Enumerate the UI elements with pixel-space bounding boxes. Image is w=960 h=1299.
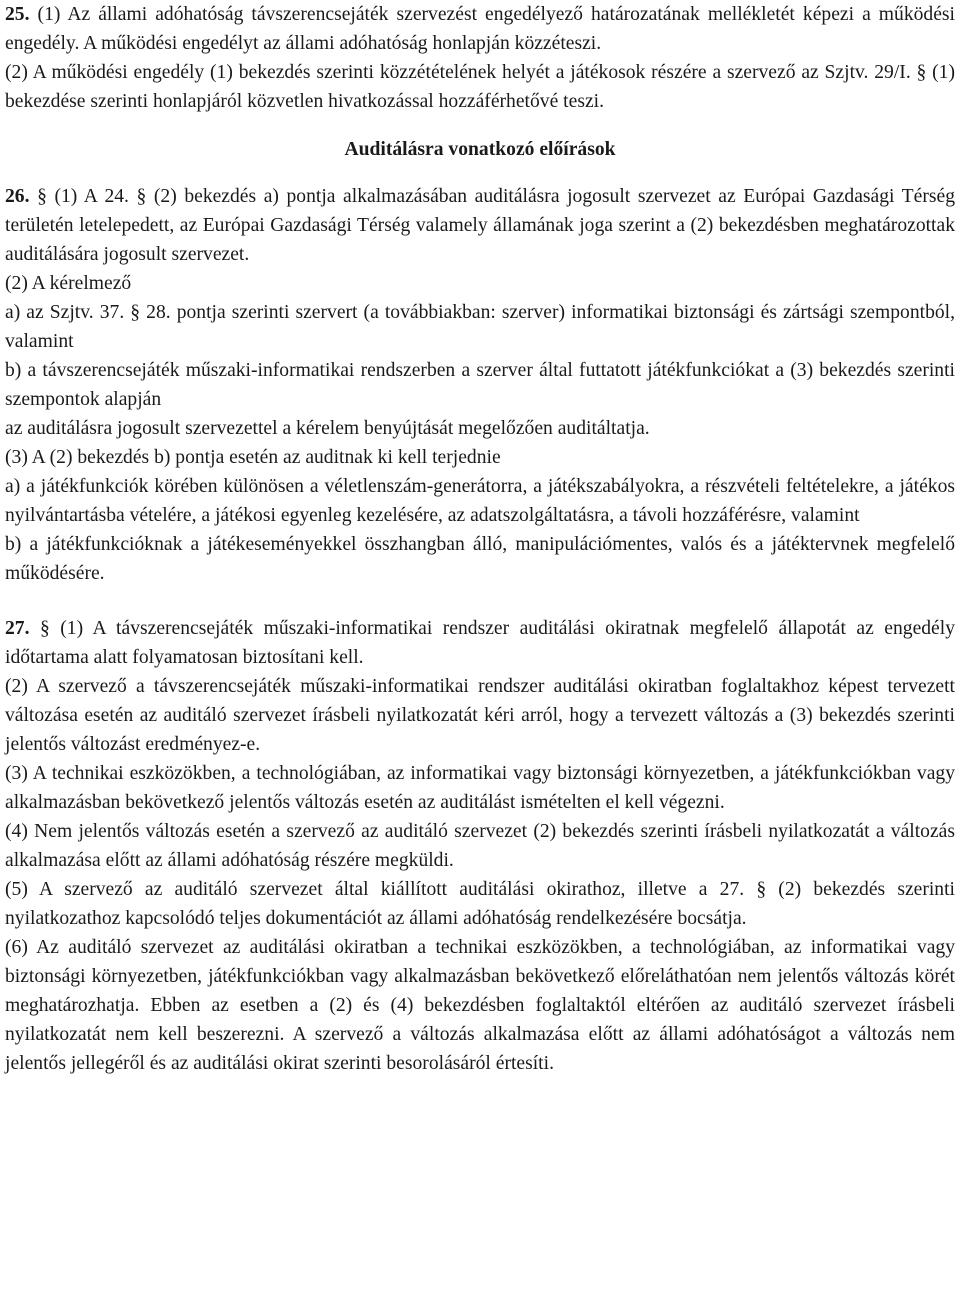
- section-27-paragraph-5: (5) A szervező az auditáló szervezet által kiállított auditálási okirathoz, illetve a 27. § (2) bekezdés szerinti nyilatkozathoz kapcsolódó teljes dokumentációt az állami adóhatóság rendelkezésére bocsátja.: [5, 879, 955, 929]
- section-27-paragraph-4: (4) Nem jelentős változás esetén a szervező az auditáló szervezet (2) bekezdés szerinti írásbeli nyilatkozatát a változás alkalmazása előtt az állami adóhatóság részére megküldi.: [5, 821, 955, 871]
- section-25: [5, 0, 955, 116]
- document-page: [5, 0, 955, 1078]
- section-26-text-1: § (1) A 24. § (2) bekezdés a) pontja alkalmazásában auditálásra jogosult szervezet az Európai Gazdasági Térség területén letelepedett, az Európai Gazdasági Térség valamely államának joga szerint a (2) bekezdésben meghatározottak auditálására jogosult szervezet.: [5, 186, 955, 265]
- section-27-paragraph-2: (2) A szervező a távszerencsejáték műszaki-informatikai rendszer auditálási okiratban foglaltakhoz képest tervezett változása esetén az auditáló szervezet írásbeli nyilatkozatát kéri arról, hogy a tervezett változás a (3) bekezdés szerinti jelentős változást eredményez-e.: [5, 676, 955, 755]
- section-25-paragraph-1: [5, 0, 955, 58]
- section-27-text-1: § (1) A távszerencsejáték műszaki-informatikai rendszer auditálási okiratnak megfelelő állapotát az engedély időtartama alatt folyamatosan biztosítani kell.: [5, 618, 955, 668]
- section-26-paragraph-8: b) a játékfunkcióknak a játékeseményekkel összhangban álló, manipulációmentes, valós és a játéktervnek megfelelő működésére.: [5, 534, 955, 584]
- section-26: [5, 182, 955, 588]
- section-27-paragraph-6: (6) Az auditáló szervezet az auditálási okiratban a technikai eszközökben, a technológiában, az informatikai vagy biztonsági környezetben, játékfunkciókban vagy alkalmazásban bekövetkező előreláthatóan nem jelentős változás körét meghatározhatja. Ebben az esetben a (2) és (4) bekezdésben foglaltaktól eltérően az auditáló szervezet írásbeli nyilatkozatát nem kell beszerezni. A szervező a változás alkalmazása előtt az állami adóhatóságot a változás nem jelentős jellegéről és az auditálási okirat szerinti besorolásáról értesíti.: [5, 937, 955, 1074]
- section-26-paragraph-4: b) a távszerencsejáték műszaki-informatikai rendszerben a szerver által futtatott játékfunkciókat a (3) bekezdés szerinti szempontok alapján: [5, 360, 955, 410]
- section-27: [5, 614, 955, 1078]
- section-26-paragraph-1: [5, 182, 955, 269]
- section-number: 25.: [5, 4, 30, 25]
- section-26-paragraph-3: a) az Szjtv. 37. § 28. pontja szerinti szervert (a továbbiakban: szerver) informatikai biztonsági és zártsági szempontból, valamint: [5, 302, 955, 352]
- section-27-paragraph-3: (3) A technikai eszközökben, a technológiában, az informatikai vagy biztonsági környezetben, a játékfunkciókban vagy alkalmazásban bekövetkező jelentős változás esetén az auditálást ismételten el kell végezni.: [5, 763, 955, 813]
- section-26-paragraph-7: a) a játékfunkciók körében különösen a véletlenszám-generátorra, a játékszabályokra, a részvételi feltételekre, a játékos nyilvántartásba vételére, a játékosi egyenleg kezelésére, az adatszolgáltatásra, a távoli hozzáférésre, valamint: [5, 476, 955, 526]
- section-26-paragraph-5: az auditálásra jogosult szervezettel a kérelem benyújtását megelőzően auditáltatja.: [5, 418, 650, 439]
- section-number: 27.: [5, 618, 30, 639]
- section-26-paragraph-6: (3) A (2) bekezdés b) pontja esetén az auditnak ki kell terjednie: [5, 447, 501, 468]
- section-27-paragraph-1: [5, 614, 955, 672]
- section-heading: Auditálásra vonatkozó előírások: [344, 139, 616, 160]
- section-26-paragraph-2: (2) A kérelmező: [5, 273, 132, 294]
- section-25-paragraph-2: (2) A működési engedély (1) bekezdés szerinti közzétételének helyét a játékosok részére a szervező az Szjtv. 29/I. § (1) bekezdése szerinti honlapjáról közvetlen hivatkozással hozzáférhetővé teszi.: [5, 62, 955, 112]
- section-number: 26.: [5, 186, 30, 207]
- section-25-text-1: (1) Az állami adóhatóság távszerencsejáték szervezést engedélyező határozatának mellékletét képezi a működési engedély. A működési engedélyt az állami adóhatóság honlapján közzéteszi.: [5, 4, 955, 54]
